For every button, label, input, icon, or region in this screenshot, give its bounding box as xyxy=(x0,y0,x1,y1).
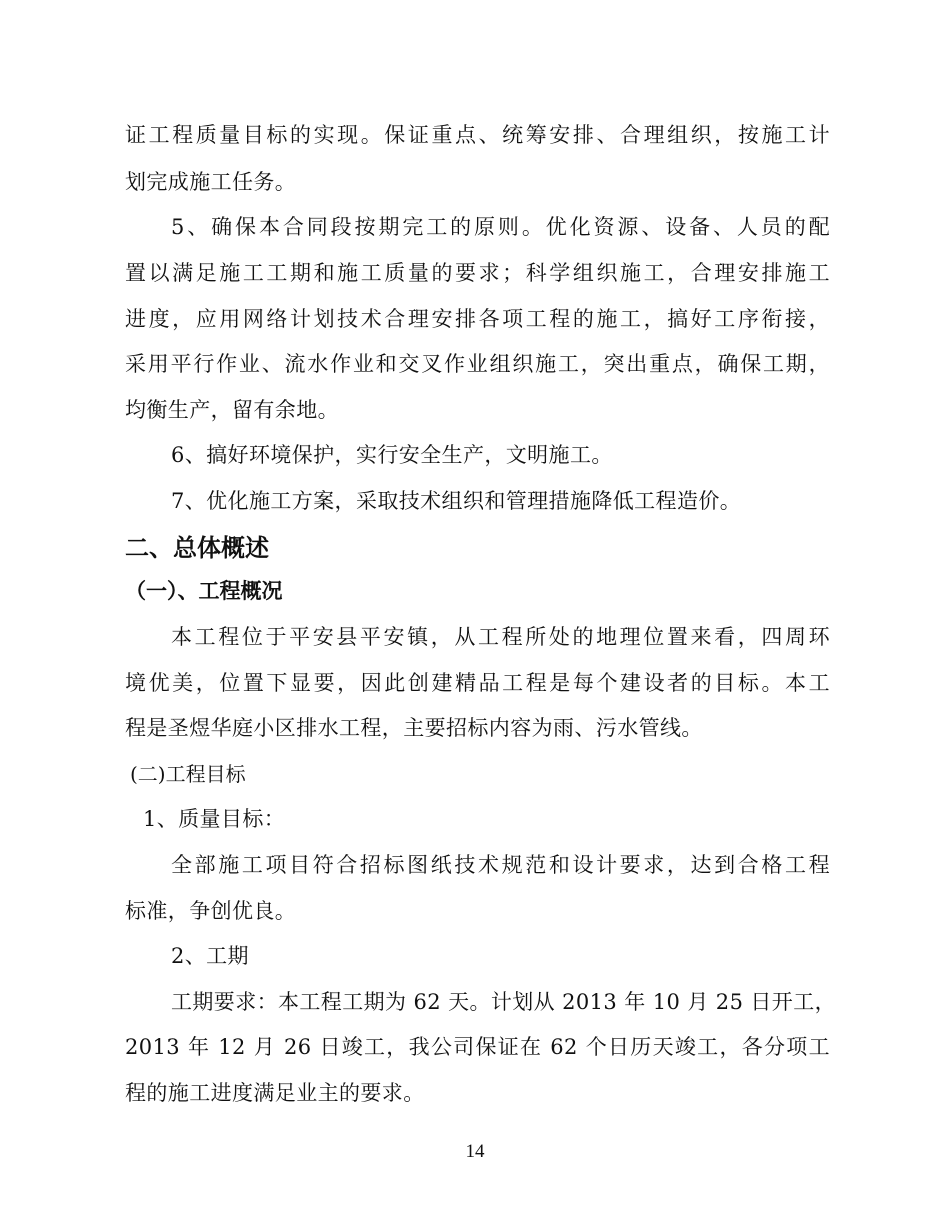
paragraph-line: 标准，争创优良。 xyxy=(125,899,297,923)
item-heading: 1、质量目标： xyxy=(143,807,286,831)
paragraph-line: 境优美，位置下显要，因此创建精品工程是每个建设者的目标。本工 xyxy=(125,671,830,695)
subsection-heading: (二)工程目标 xyxy=(130,762,246,786)
paragraph-line: 进度，应用网络计划技术合理安排各项工程的施工，搞好工序衔接， xyxy=(125,307,830,331)
paragraph-line: 2013 年 12 月 26 日竣工，我公司保证在 62 个日历天竣工，各分项工 xyxy=(125,1035,830,1059)
paragraph-line: 程的施工进度满足业主的要求。 xyxy=(125,1081,425,1105)
paragraph-line: 置以满足施工工期和施工质量的要求；科学组织施工，合理安排施工 xyxy=(125,261,830,285)
paragraph-line: 5、确保本合同段按期完工的原则。优化资源、设备、人员的配 xyxy=(171,215,830,239)
paragraph-line: 本工程位于平安县平安镇，从工程所处的地理位置来看，四周环 xyxy=(171,625,830,649)
paragraph-line: 均衡生产，留有余地。 xyxy=(125,398,339,422)
paragraph-line: 划完成施工任务。 xyxy=(125,170,297,194)
paragraph-line: 程是圣煜华庭小区排水工程，主要招标内容为雨、污水管线。 xyxy=(125,716,703,740)
paragraph-line: 全部施工项目符合招标图纸技术规范和设计要求，达到合格工程 xyxy=(171,853,830,877)
paragraph-line: 采用平行作业、流水作业和交叉作业组织施工，突出重点，确保工期， xyxy=(125,352,830,376)
paragraph-line: 证工程质量目标的实现。保证重点、统筹安排、合理组织，按施工计 xyxy=(125,123,830,147)
item-heading: 2、工期 xyxy=(171,944,249,968)
paragraph-line: 7、优化施工方案，采取技术组织和管理措施降低工程造价。 xyxy=(171,489,742,513)
subsection-heading: （一）、工程概况 xyxy=(125,579,283,603)
paragraph-line: 6、搞好环境保护，实行安全生产，文明施工。 xyxy=(171,443,613,467)
paragraph-line: 工期要求：本工程工期为 62 天。计划从 2013 年 10 月 25 日开工， xyxy=(171,990,837,1014)
page-number: 14 xyxy=(465,1141,485,1162)
section-heading: 二、总体概述 xyxy=(125,534,269,562)
